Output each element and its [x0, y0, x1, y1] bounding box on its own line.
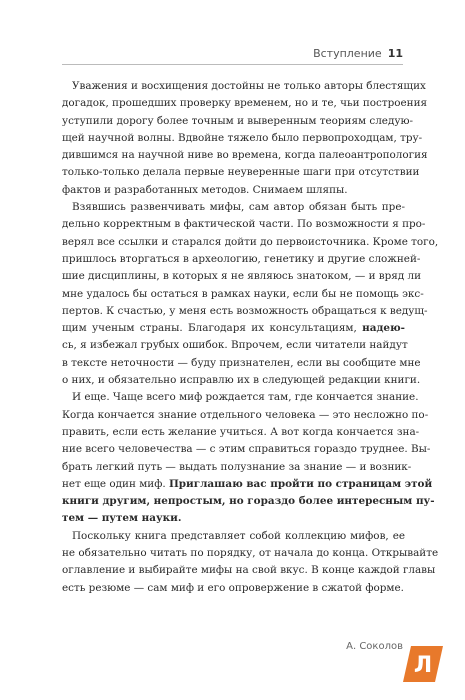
text-line: мне удалось бы остаться в рамках науки, если бы не помощь экс- [62, 287, 424, 300]
header-rule [62, 64, 403, 65]
body-text [62, 78, 439, 597]
text-line: есть резюме — сам миф и его опровержение в сжатой форме. [62, 581, 404, 594]
text-line: в тексте неточности — буду признателен, если вы сообщите мне [62, 356, 421, 369]
paragraph-4 [62, 528, 439, 597]
text-line: дельно корректным в фактической части. По возможности я про- [62, 218, 426, 231]
text-line [62, 320, 405, 337]
text-fragment: нет еще один миф. [62, 477, 169, 490]
text-line: пришлось вторгаться в археологию, генетику и другие сложней- [62, 252, 421, 265]
text-line: не обязательно читать по порядку, от начала до конца. Открывайте [62, 547, 439, 560]
text-line: фактов и разработанных методов. Снимаем шляпы. [62, 183, 348, 196]
logo-letter: Л [413, 653, 433, 678]
publisher-logo-icon [403, 646, 443, 682]
bold-phrase: Приглашаю вас пройти по страницам этой [168, 477, 433, 490]
text-line: брать легкий путь — выдать полузнание за знание — и возник- [62, 460, 412, 473]
text-line: верял все ссылки и старался дойти до первоисточника. Кроме того, [62, 235, 439, 248]
text-line: дившимся на научной ниве во времена, когда палеоантропология [62, 149, 428, 162]
text-line: уступили дорогу более точным и выверенным теориям следую- [62, 114, 414, 127]
text-line: пертов. К счастью, у меня есть возможность обращаться к ведущ- [62, 304, 428, 317]
text-line: оглавление и выбирайте мифы на свой вкус. В конце каждой главы [62, 564, 436, 577]
text-fragment: щим ученым страны. Благодаря их консультациям, [62, 322, 363, 335]
bold-phrase: тем — путем науки. [62, 512, 182, 525]
bold-phrase: надею- [362, 322, 405, 335]
text-line [62, 476, 433, 493]
text-line [62, 510, 405, 527]
text-line: Взявшись развенчивать мифы, сам автор обязан быть пре- [72, 201, 405, 214]
text-line: править, если есть желание учиться. А вот когда кончается зна- [62, 425, 420, 438]
text-line: шие дисциплины, в которых я не являюсь знатоком, — и вряд ли [62, 270, 422, 283]
section-title: Вступление [313, 47, 382, 60]
text-line [62, 493, 435, 510]
text-line: сь, я избежал грубых ошибок. Впрочем, если читатели найдут [62, 339, 408, 352]
page-number: 11 [387, 47, 403, 60]
paragraph-2 [62, 199, 439, 389]
text-line: И еще. Чаще всего миф рождается там, где кончается знание. [72, 391, 419, 404]
text-line: догадок, прошедших проверку временем, но и те, чьи построения [62, 97, 428, 110]
text-line: о них, и обязательно исправлю их в следующей редакции книги. [62, 374, 421, 387]
text-line: только-только делала первые неуверенные шаги при отсутствии [62, 166, 420, 179]
paragraph-3 [62, 389, 435, 527]
paragraph-1 [62, 78, 428, 199]
text-line: Уважения и восхищения достойны не только авторы блестящих [72, 80, 426, 92]
text-line: Поскольку книга представляет собой коллекцию мифов, ее [72, 529, 405, 542]
text-line: ние всего человечества — с этим справиться гораздо труднее. Вы- [62, 443, 431, 456]
text-line: Когда кончается знание отдельного человека — это несложно по- [62, 408, 429, 421]
bold-phrase: книги другим, непростым, но гораздо более интересным пу- [62, 495, 435, 508]
author-signature: А. Соколов [346, 641, 403, 652]
running-header [313, 47, 403, 60]
text-line: щей научной волны. Вдвойне тяжело было первопроходцам, тру- [62, 131, 423, 144]
